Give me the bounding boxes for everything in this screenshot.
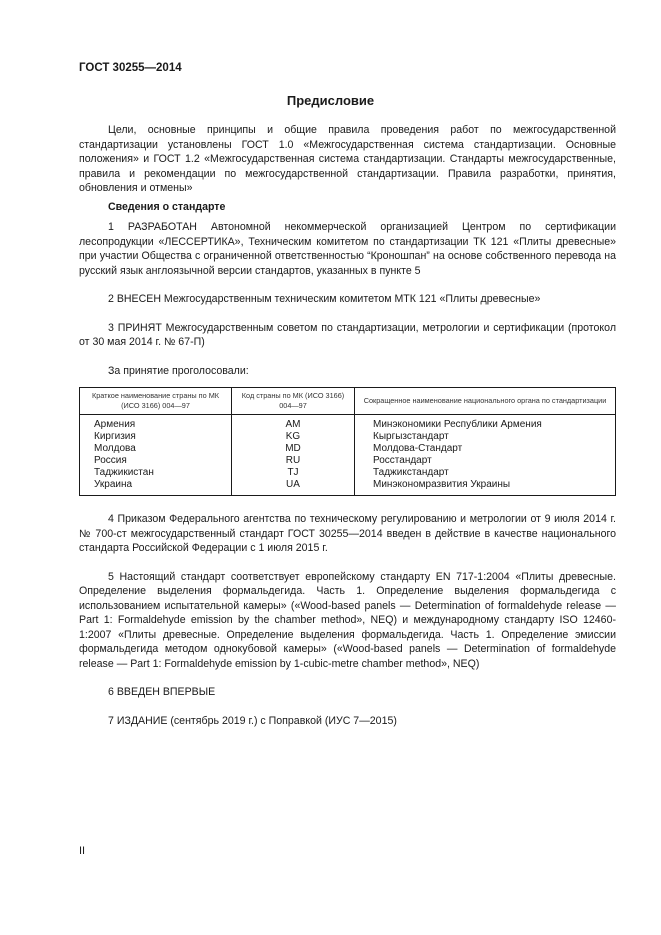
item-7-paragraph: 7 ИЗДАНИЕ (сентябрь 2019 г.) с Поправкой (ИУС 7—2015) [108,714,397,727]
table-cell-organization: Росстандарт [355,455,616,467]
table-row [80,479,616,496]
table-cell-country: Молдова [80,443,232,455]
table-cell-code: KG [232,431,355,443]
table-cell-organization: Кыргызстандарт [355,431,616,443]
section-title: Предисловие [286,93,375,108]
document-code: ГОСТ 30255—2014 [79,62,182,74]
item-4-paragraph: 4 Приказом Федерального агентства по техническому регулированию и метрологии от 9 июля 2014 г. № 700-ст межгосударственный стандарт ГОСТ 30255—2014 введен в действие в качестве национального стандарта Российской Федерации с 1 июля 2015 г. [79,513,616,554]
intro-paragraph: Цели, основные принципы и общие правила проведения работ по межгосударственной стандартизации установлены ГОСТ 1.0 «Межгосударственная система стандартизации. Основные положения» и ГОСТ 1.2 «Межгосударственная система стандартизации. Стандарты межгосударственные, правила и рекомендации по межгосударственной стандартизации. Правила разработки, принятия, обновления и отмены» [79,124,616,194]
table-cell-country: Таджикистан [80,467,232,479]
table-cell-code: AM [232,415,355,432]
table-cell-code: UA [232,479,355,496]
table-row [80,455,616,467]
table-cell-code: RU [232,455,355,467]
table-header-country: Краткое наименование страны по МК (ИСО 3166) 004—97 [80,388,232,415]
voted-label: За принятие проголосовали: [108,364,249,377]
table-cell-organization: Молдова-Стандарт [355,443,616,455]
table-cell-country: Киргизия [80,431,232,443]
table-row [80,431,616,443]
item-6-paragraph: 6 ВВЕДЕН ВПЕРВЫЕ [108,686,216,698]
table-header-organization: Сокращенное наименование национального органа по стандартизации [355,388,616,415]
table-row [80,415,616,432]
table-row [80,443,616,455]
item-2-paragraph: 2 ВНЕСЕН Межгосударственным техническим комитетом МТК 121 «Плиты древесные» [108,293,541,305]
preface-body [79,123,616,728]
item-3-paragraph: 3 ПРИНЯТ Межгосударственным советом по стандартизации, метрологии и сертификации (протокол от 30 мая 2014 г. № 67-П) [79,321,616,348]
table-cell-code: MD [232,443,355,455]
page-number: II [79,845,86,857]
item-1-paragraph: 1 РАЗРАБОТАН Автономной некоммерческой организацией Центром по сертификации лесопродукции «ЛЕССЕРТИКА», Техническим комитетом по стандартизации ТК 121 «Плиты древесные» при участии Общества с ограниченной ответственностью “Кроношпан” на основе собственного перевода на русский язык англоязычной версии стандартов, указанных в пункте 5 [79,221,616,277]
table-cell-country: Россия [80,455,232,467]
table-cell-country: Армения [80,415,232,432]
table-header-row [80,388,616,415]
table-cell-organization: Таджикстандарт [355,467,616,479]
table-cell-country: Украина [80,479,232,496]
table-header-code: Код страны по МК (ИСО 3166) 004—97 [232,388,355,415]
item-5-paragraph: 5 Настоящий стандарт соответствует европейскому стандарту EN 717-1:2004 «Плиты древесные. Определение выделения формальдегида. Часть 1. Определение выделения формальдегида с использованием испытательной камеры» («Wood-based panels — Determination of formaldehyde release — Part 1: Formaldehyde emission by the chamber method», NEQ) и международному стандарту ISO 12460-1:2007 «Плиты древесные. Определение выделения формальдегида. Часть 1. Определение эмиссии формальдегида методом однокубовой камеры» («Wood-based panels — Determination of formaldehyde release — Part 1: Formaldehyde emission by 1-cubic-metre chamber method», NEQ) [79,570,616,670]
table-cell-organization: Минэкономики Республики Армения [355,415,616,432]
table-cell-code: TJ [232,467,355,479]
table-row [80,467,616,479]
voting-table [79,387,616,496]
table-cell-organization: Минэкономразвития Украины [355,479,616,496]
subheading: Сведения о стандарте [108,200,226,213]
